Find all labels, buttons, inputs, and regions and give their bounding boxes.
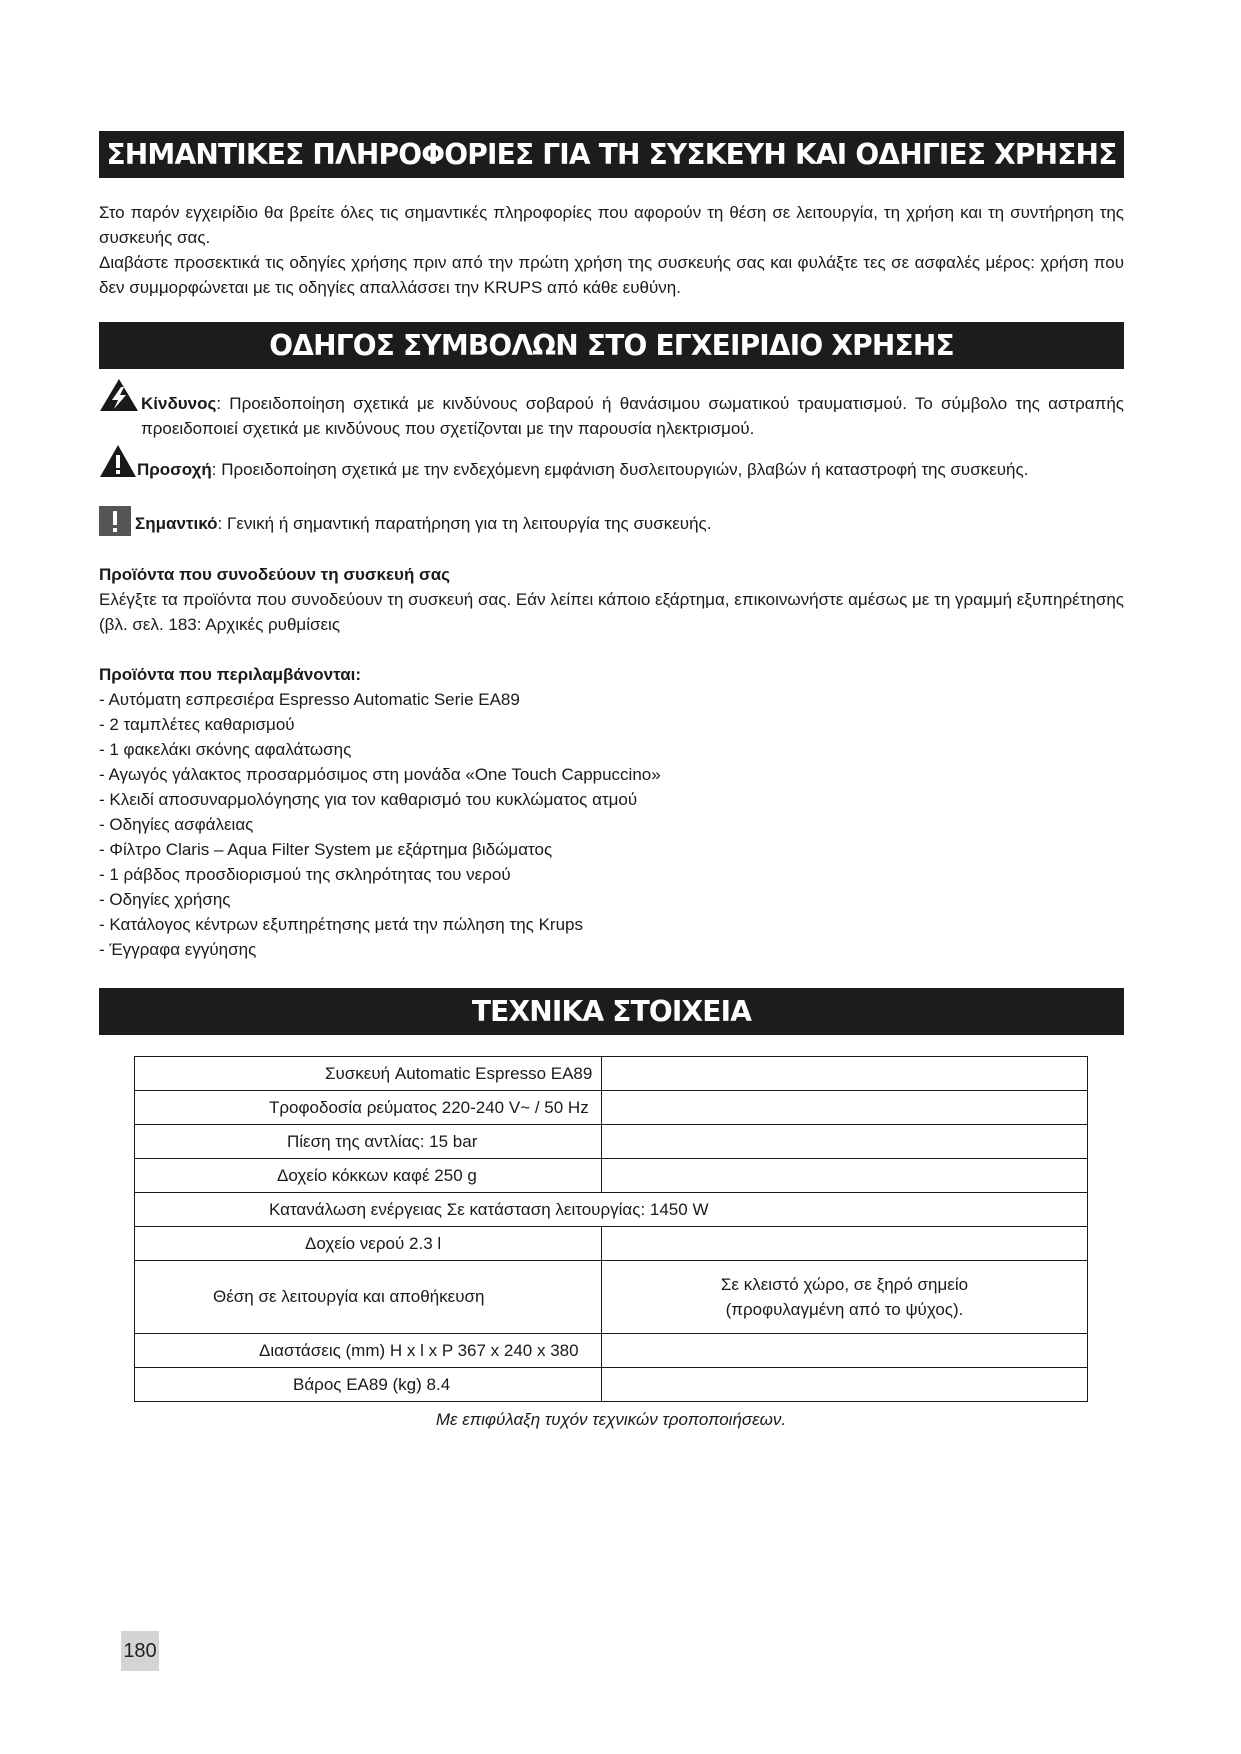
spec-cell-right: [601, 1368, 1087, 1402]
table-row: [135, 1261, 1088, 1334]
page-number: 180: [121, 1631, 159, 1671]
danger-text: : Προειδοποίηση σχετικά με κινδύνους σοβαρού ή θανάσιμου σωματικού τραυματισμού. Το σύμβολο της αστραπής προειδοποιεί σχετικά με κινδύνους που σχετίζονται με την παρουσία ηλεκτρισμού.: [141, 394, 1124, 438]
table-row: [135, 1057, 1088, 1091]
list-item: - Οδηγίες ασφάλειας: [99, 815, 254, 834]
spec-cell-left: Πίεση της αντλίας: 15 bar: [135, 1125, 602, 1159]
included-heading-block: [99, 662, 1124, 687]
danger-lightning-icon: [99, 378, 139, 412]
list-item: - Κλειδί αποσυναρμολόγησης για τον καθαρισμό του κυκλώματος ατμού: [99, 790, 638, 809]
caution-description: [137, 457, 1124, 482]
table-row: [135, 1091, 1088, 1125]
important-text: : Γενική ή σημαντική παρατήρηση για τη λειτουργία της συσκευής.: [217, 514, 712, 533]
list-item: - Φίλτρο Claris – Aqua Filter System με εξάρτημα βιδώματος: [99, 840, 553, 859]
spec-cell-left: Τροφοδοσία ρεύματος 220-240 V~ / 50 Hz: [135, 1091, 602, 1125]
list-item: - Αυτόματη εσπρεσιέρα Espresso Automatic Serie EA89: [99, 690, 520, 709]
spec-cell-right: [601, 1091, 1087, 1125]
table-row: [135, 1125, 1088, 1159]
spec-cell-right: [601, 1227, 1087, 1261]
section-title-info: ΣΗΜΑΝΤΙΚΕΣ ΠΛΗΡΟΦΟΡΙΕΣ ΓΙΑ ΤΗ ΣΥΣΚΕΥΗ ΚΑΙ ΟΔΗΓΙΕΣ ΧΡΗΣΗΣ: [99, 131, 1124, 178]
table-row: [135, 1227, 1088, 1261]
important-exclamation-icon: [99, 506, 131, 536]
included-heading: Προϊόντα που περιλαμβάνονται:: [99, 665, 362, 684]
list-item: - 2 ταμπλέτες καθαρισμού: [99, 715, 295, 734]
spec-cell-left: Θέση σε λειτουργία και αποθήκευση: [135, 1261, 602, 1334]
spec-cell-left: Δοχείο κόκκων καφέ 250 g: [135, 1159, 602, 1193]
list-item: - Οδηγίες χρήσης: [99, 890, 231, 909]
symbol-danger-row: [99, 380, 1124, 438]
spec-cell-right: [601, 1125, 1087, 1159]
list-item: - Έγγραφα εγγύησης: [99, 940, 257, 959]
spec-cell-right: [601, 1334, 1087, 1368]
accessories-heading: Προϊόντα που συνοδεύουν τη συσκευή σας: [99, 565, 450, 584]
table-row: [135, 1159, 1088, 1193]
caution-text: : Προειδοποίηση σχετικά με την ενδεχόμενη εμφάνιση δυσλειτουργιών, βλαβών ή καταστροφή της συσκευής.: [211, 460, 1029, 479]
list-item: - 1 φακελάκι σκόνης αφαλάτωσης: [99, 740, 352, 759]
spec-cell-left: Δοχείο νερού 2.3 l: [135, 1227, 602, 1261]
technical-note: Με επιφύλαξη τυχόν τεχνικών τροποποιήσεων.: [435, 1410, 787, 1429]
important-label: Σημαντικό: [135, 514, 218, 533]
spec-cell-left: Διαστάσεις (mm) H x l x P 367 x 240 x 380: [135, 1334, 602, 1368]
important-description: [135, 511, 1124, 536]
intro-paragraph-1: Στο παρόν εγχειρίδιο θα βρείτε όλες τις σημαντικές πληροφορίες που αφορούν τη θέση σε λειτουργία, τη χρήση και τη συντήρηση της συσκευής σας.: [99, 203, 1124, 247]
danger-label: Κίνδυνος: [141, 394, 217, 413]
section-title-symbols: ΟΔΗΓΟΣ ΣΥΜΒΟΛΩΝ ΣΤΟ ΕΓΧΕΙΡΙΔΙΟ ΧΡΗΣΗΣ: [99, 322, 1124, 369]
table-row: [135, 1368, 1088, 1402]
symbol-important-row: [99, 506, 1124, 538]
section-title-technical: ΤΕΧΝΙΚΑ ΣΤΟΙΧΕΙΑ: [99, 988, 1124, 1035]
danger-description: [141, 391, 1124, 441]
list-item: - Κατάλογος κέντρων εξυπηρέτησης μετά την πώληση της Krups: [99, 915, 583, 934]
caution-label: Προσοχή: [137, 460, 212, 479]
spec-cell-right: Σε κλειστό χώρο, σε ξηρό σημείο (προφυλαγμένη από το ψύχος).: [601, 1261, 1087, 1334]
spec-cell-right: [601, 1159, 1087, 1193]
accessories-text: Ελέγξτε τα προϊόντα που συνοδεύουν τη συσκευή σας. Εάν λείπει κάποιο εξάρτημα, επικοινωνήστε αμέσως με τη γραμμή εξυπηρέτησης (βλ. σελ. 183: Αρχικές ρυθμίσεις: [99, 590, 1124, 634]
spec-cell-left: Κατανάλωση ενέργειας Σε κατάσταση λειτουργίας: 1450 W: [135, 1193, 1088, 1227]
list-item: - 1 ράβδος προσδιορισμού της σκληρότητας του νερού: [99, 865, 511, 884]
accessories-block: [99, 562, 1124, 637]
table-row: [135, 1334, 1088, 1368]
caution-warning-icon: [99, 444, 137, 478]
intro-paragraph-2: Διαβάστε προσεκτικά τις οδηγίες χρήσης πριν από την πρώτη χρήση της συσκευής σας και φυλάξτε τες σε ασφαλές μέρος: χρήση που δεν συμμορφώνεται με τις οδηγίες απαλλάσσει την KRUPS από κάθε ευθύνη.: [99, 253, 1124, 297]
symbol-caution-row: [99, 444, 1124, 482]
list-item: - Αγωγός γάλακτος προσαρμόσιμος στη μονάδα «One Touch Cappuccino»: [99, 765, 661, 784]
spec-cell-left: Συσκευή Automatic Espresso EA89: [135, 1057, 602, 1091]
included-items-list: [99, 687, 1124, 962]
spec-cell-right: [601, 1057, 1087, 1091]
intro-text: [99, 200, 1124, 300]
specs-table: [134, 1056, 1088, 1402]
table-row: [135, 1193, 1088, 1227]
spec-cell-left: Βάρος EA89 (kg) 8.4: [135, 1368, 602, 1402]
